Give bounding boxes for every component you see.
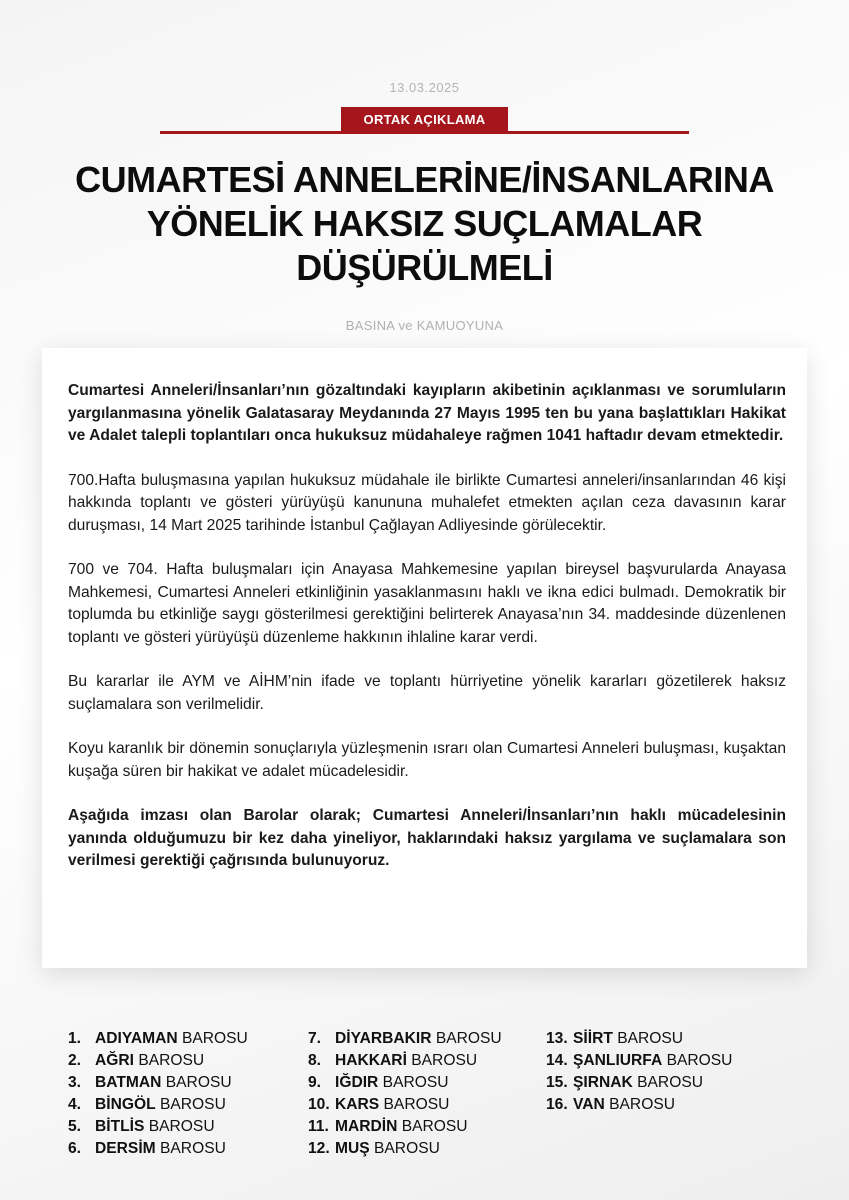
bar-suffix: BAROSU xyxy=(148,1118,215,1135)
bar-name: MARDİN xyxy=(335,1118,398,1135)
title-line: DÜŞÜRÜLMELİ xyxy=(296,247,553,288)
paragraph-rulings: Bu kararlar ile AYM ve AİHM’nin ifade ve toplantı hürriyetine yönelik kararları gözetilerek haksız suçlamalara son verilmelidir. xyxy=(68,673,786,713)
statement-type-tag: ORTAK AÇIKLAMA xyxy=(341,107,508,133)
bar-association-item xyxy=(308,1072,546,1094)
item-number: 10. xyxy=(308,1096,330,1113)
bar-association-item xyxy=(68,1050,308,1072)
bar-name: DERSİM xyxy=(95,1140,156,1157)
item-number: 16. xyxy=(546,1096,568,1113)
tag-banner xyxy=(0,107,849,133)
bar-name: ŞIRNAK xyxy=(573,1074,633,1091)
bar-association-item xyxy=(68,1072,308,1094)
bar-suffix: BAROSU xyxy=(383,1096,450,1113)
bar-name: IĞDIR xyxy=(335,1074,379,1091)
item-number: 7. xyxy=(308,1030,322,1047)
title-line: CUMARTESİ ANNELERİNE/İNSANLARINA xyxy=(75,159,774,200)
bar-name: KARS xyxy=(335,1096,380,1113)
subheading: BASINA ve KAMUOYUNA xyxy=(345,318,504,333)
bar-name: BATMAN xyxy=(95,1074,162,1091)
bar-name: DİYARBAKIR xyxy=(335,1030,432,1047)
paragraph-struggle: Koyu karanlık bir dönemin sonuçlarıyla yüzleşmenin ısrarı olan Cumartesi Anneleri buluşması, kuşaktan kuşağa süren bir hakikat ve adalet mücadelesidir. xyxy=(68,740,786,780)
paragraph-declaration: Aşağıda imzası olan Barolar olarak; Cumartesi Anneleri/İnsanları’nın haklı mücadelesinin yanında olduğumuzu bir kez daha yineliyor, haklarındaki haksız yargılama ve suçlamalara son verilmesi gerektiği çağrısında bulunuyoruz. xyxy=(68,807,786,869)
bar-name: ŞANLIURFA xyxy=(573,1052,663,1069)
bar-name: HAKKARİ xyxy=(335,1052,407,1069)
bar-suffix: BAROSU xyxy=(138,1052,205,1069)
bar-association-item xyxy=(546,1072,786,1094)
bar-association-item xyxy=(308,1094,546,1116)
bar-association-item xyxy=(308,1116,546,1138)
item-number: 12. xyxy=(308,1140,330,1157)
bar-suffix: BAROSU xyxy=(666,1052,733,1069)
bar-suffix: BAROSU xyxy=(401,1118,468,1135)
paragraph-trial: 700.Hafta buluşmasına yapılan hukuksuz müdahale ile birlikte Cumartesi anneleri/insanlarından 46 kişi hakkında toplantı ve gösteri yürüyüşü kanununa muhalefet etmekten açılan ceza davasının karar duruşması, 14 Mart 2025 tarihinde İstanbul Çağlayan Adliyesinde görülecektir. xyxy=(68,471,786,534)
bar-association-item xyxy=(68,1094,308,1116)
item-number: 6. xyxy=(68,1140,82,1157)
bar-association-item xyxy=(308,1028,546,1050)
bar-suffix: BAROSU xyxy=(159,1096,226,1113)
page-title xyxy=(40,158,809,290)
bar-suffix: BAROSU xyxy=(411,1052,478,1069)
bar-suffix: BAROSU xyxy=(609,1096,675,1113)
item-number: 8. xyxy=(308,1052,322,1069)
bar-association-item xyxy=(546,1028,786,1050)
bar-association-item xyxy=(546,1050,786,1072)
item-number: 2. xyxy=(68,1052,82,1069)
signatories-column-1 xyxy=(68,1028,308,1160)
item-number: 3. xyxy=(68,1074,82,1091)
item-number: 14. xyxy=(546,1052,568,1069)
paragraph-intro: Cumartesi Anneleri/İnsanları’nın gözaltındaki kayıpların akibetinin açıklanması ve sorumluların yargılanmasına yönelik Galatasaray Meydanında 27 Mayıs 1995 ten bu yana başlattıkları Hakikat ve Adalet talepli toplantıları onca hukuksuz müdahaleye rağmen 1041 haftadır devam etmektedir. xyxy=(68,382,786,444)
bar-name: VAN xyxy=(573,1096,605,1113)
bar-association-item xyxy=(308,1050,546,1072)
item-number: 1. xyxy=(68,1030,82,1047)
date: 13.03.2025 xyxy=(389,80,460,95)
item-number: 4. xyxy=(68,1096,82,1113)
bar-suffix: BAROSU xyxy=(165,1074,232,1091)
item-number: 13. xyxy=(546,1030,568,1047)
bar-association-item xyxy=(308,1138,546,1160)
bar-name: BİNGÖL xyxy=(95,1096,156,1113)
bar-suffix: BAROSU xyxy=(617,1030,684,1047)
item-number: 11. xyxy=(308,1118,329,1135)
bar-association-item xyxy=(68,1116,308,1138)
signatories-list xyxy=(68,1028,808,1160)
bar-name: SİİRT xyxy=(573,1030,613,1047)
item-number: 15. xyxy=(546,1074,568,1091)
statement-body xyxy=(68,380,786,895)
bar-suffix: BAROSU xyxy=(435,1030,502,1047)
bar-name: BİTLİS xyxy=(95,1118,145,1135)
bar-suffix: BAROSU xyxy=(382,1074,449,1091)
signatories-column-3 xyxy=(546,1028,786,1160)
bar-name: MUŞ xyxy=(335,1140,370,1157)
bar-association-item xyxy=(546,1094,786,1116)
bar-suffix: BAROSU xyxy=(374,1140,440,1157)
item-number: 5. xyxy=(68,1118,82,1135)
item-number: 9. xyxy=(308,1074,322,1091)
signatories-column-2 xyxy=(308,1028,546,1160)
bar-name: ADIYAMAN xyxy=(95,1030,178,1047)
bar-association-item xyxy=(68,1028,308,1050)
bar-association-item xyxy=(68,1138,308,1160)
bar-suffix: BAROSU xyxy=(160,1140,226,1157)
bar-suffix: BAROSU xyxy=(637,1074,703,1091)
paragraph-constitutional-court: 700 ve 704. Hafta buluşmaları için Anayasa Mahkemesine yapılan bireysel başvurularda Anayasa Mahkemesi, Cumartesi Anneleri etkinliğinin yasaklanmasını haklı ve ikna edici bulmadı. Demokratik bir toplumda bu etkinliğe saygı gösterilmesi gerektiğini belirterek Anayasa’nın 34. maddesinde düzenlenen toplantı ve gösteri yürüyüşü düzenleme hakkının ihlaline karar verdi. xyxy=(68,561,786,646)
bar-suffix: BAROSU xyxy=(181,1030,248,1047)
title-line: YÖNELİK HAKSIZ SUÇLAMALAR xyxy=(146,203,703,244)
bar-name: AĞRI xyxy=(95,1052,134,1069)
